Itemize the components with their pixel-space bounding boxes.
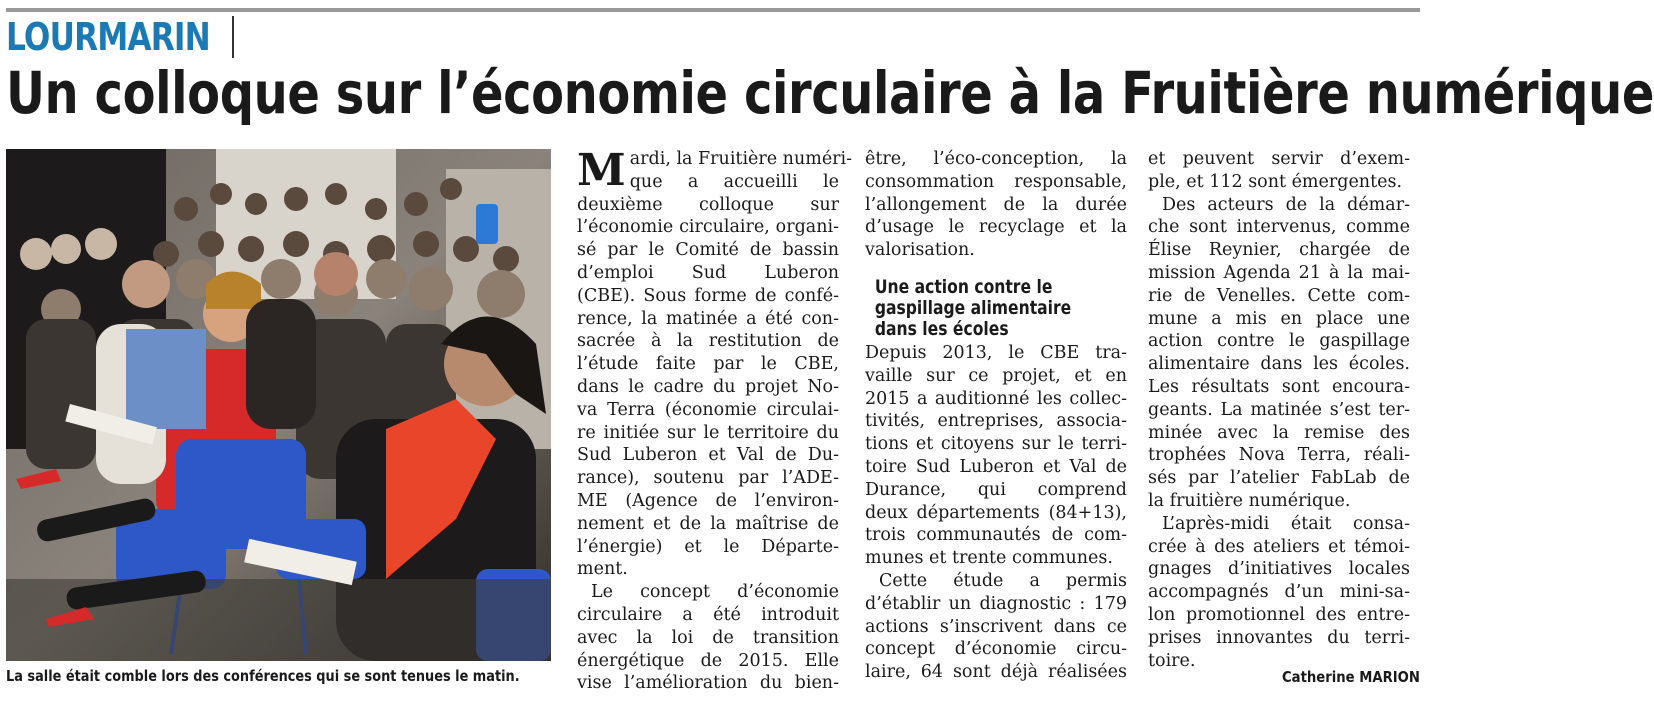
text-line: rie de Venelles. Cette com- [1148, 285, 1410, 306]
text-line: deux départements (84+13), [865, 502, 1127, 523]
text-line: Le concept d’économie [591, 582, 839, 603]
text-line: et peuvent servir d’exem- [1148, 149, 1410, 169]
subheading-line: dans les écoles [874, 317, 1009, 340]
text-line: prises innovantes du terri- [1148, 627, 1410, 648]
text-line: que a accueilli le [629, 171, 839, 192]
text-line: l’énergie) et le Départe- [577, 536, 839, 557]
text-line: trois communautés de com- [865, 525, 1127, 546]
text-line: Depuis 2013, le CBE tra- [865, 342, 1127, 363]
text-line: d’établir un diagnostic : 179 [865, 593, 1127, 614]
text-line: lon promotionnel des entre- [1148, 604, 1410, 625]
text-line: deuxième colloque sur [577, 194, 839, 215]
text-line: geants. La matinée s’est ter- [1148, 399, 1410, 420]
text-line: rence, la matinée a été con- [577, 308, 839, 329]
text-line: ardi, la Fruitière numéri- [629, 149, 853, 169]
text-line: sés par l’atelier FabLab de [1148, 468, 1410, 489]
text-line: valorisation. [865, 240, 975, 261]
text-line: ME (Agence de l’environ- [577, 490, 839, 511]
article-column-3 [1148, 148, 1410, 672]
text-line: être, l’éco-conception, la [865, 149, 1127, 169]
text-line: ple, et 112 sont émergentes. [1148, 171, 1403, 192]
subheading-line: Une action contre le [874, 275, 1053, 298]
text-line: sacrée à la restitution de [577, 331, 839, 352]
rubric-label: LOURMARIN [6, 15, 210, 59]
article-photo [6, 149, 551, 661]
text-line: minée avec la remise des [1148, 422, 1410, 443]
text-line: va Terra (économie circulai- [577, 399, 839, 420]
text-line: d’usage le recyclage et la [865, 217, 1127, 238]
text-line: trophées Nova Terra, réali- [1148, 445, 1410, 466]
article-column-1 [577, 145, 853, 695]
text-line: toire. [1148, 650, 1196, 671]
audience-photo-icon [6, 149, 551, 661]
subheading [865, 277, 1137, 340]
text-line: l’étude faite par le CBE, [577, 354, 839, 375]
text-line: L’après-midi était consa- [1162, 513, 1410, 534]
text-line: circulaire a été introduit [577, 604, 839, 625]
text-line: (CBE). Sous forme de confé- [577, 285, 839, 306]
text-line: Élise Reynier, chargée de [1148, 240, 1410, 261]
text-line: re initiée sur le territoire du [577, 422, 839, 443]
text-line: dans le cadre du projet No- [577, 376, 839, 397]
text-line: concept d’économie circu- [865, 639, 1127, 660]
subheading-line: gaspillage alimentaire [874, 296, 1072, 319]
text-line: laire, 64 sont déjà réalisées [865, 662, 1127, 683]
text-line: énergétique de 2015. Elle [577, 650, 839, 671]
text-line: mission Agenda 21 à la mai- [1148, 262, 1410, 283]
text-line: d’emploi Sud Luberon [577, 262, 839, 283]
text-line: Des acteurs de la démar- [1162, 194, 1410, 215]
top-rule [6, 8, 1420, 12]
text-line: la fruitière numérique. [1148, 490, 1351, 511]
text-line: Durance, qui comprend [865, 479, 1127, 500]
text-line: munes et trente communes. [865, 548, 1113, 569]
text-line: tions et citoyens sur le terri- [865, 434, 1127, 455]
text-line: action contre le gaspillage [1148, 331, 1410, 352]
text-line: actions s’inscrivent dans ce [865, 616, 1127, 637]
rubric [6, 14, 255, 60]
text-line: toire Sud Luberon et Val de [865, 456, 1127, 477]
text-line: che sont intervenus, comme [1148, 217, 1410, 238]
text-line: rance), soutenu par l’ADE- [577, 468, 839, 489]
text-line: crée à des ateliers et témoi- [1148, 536, 1410, 557]
text-line: 2015 a auditionné les collec- [865, 388, 1127, 409]
text-line: vaille sur ce projet, et en [865, 365, 1127, 386]
text-line: vise l’amélioration du bien- [577, 673, 839, 694]
article-column-2 [865, 148, 1127, 684]
text-line: nement et de la maîtrise de [577, 513, 839, 534]
text-line: Les résultats sont encoura- [1148, 376, 1410, 397]
text-line: Sud Luberon et Val de Du- [577, 445, 839, 466]
text-line: ment. [577, 559, 628, 580]
author-signature: Catherine MARION [1282, 668, 1420, 686]
headline: Un colloque sur l’économie circulaire à la Fruitière numérique [6, 59, 1654, 127]
text-line: l’économie circulaire, organi- [577, 217, 839, 238]
text-line: l’allongement de la durée [865, 194, 1127, 215]
text-line: accompagnés d’un mini-sa- [1148, 582, 1410, 603]
photo-caption: La salle était comble lors des conférences qui se sont tenues le matin. [6, 667, 520, 685]
text-line: tivités, entreprises, associa- [865, 411, 1127, 432]
text-line: avec la loi de transition [577, 627, 839, 648]
text-line: Cette étude a permis [879, 570, 1127, 591]
text-line: mune a mis en place une [1148, 308, 1410, 329]
text-line: gnages d’initiatives locales [1148, 559, 1410, 580]
rubric-divider [232, 16, 234, 58]
drop-cap: M [577, 145, 626, 196]
text-line: consommation responsable, [865, 171, 1127, 192]
text-line: sé par le Comité de bassin [577, 240, 839, 261]
text-line: alimentaire dans les écoles. [1148, 354, 1410, 375]
